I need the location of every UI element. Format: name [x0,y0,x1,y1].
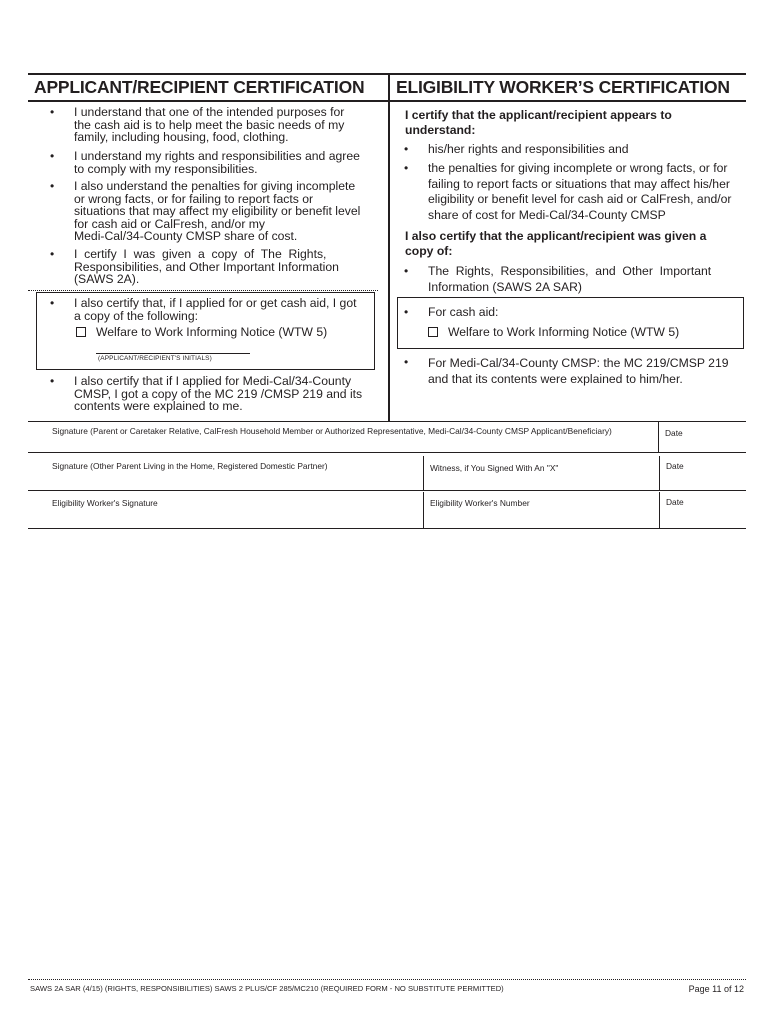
header-rule [28,100,746,102]
bullet: • [404,142,409,156]
worker-date-label: Date [666,497,684,507]
wtw5-checkbox-label: Welfare to Work Informing Notice (WTW 5) [96,325,328,339]
row3-divider-a [423,492,424,528]
initials-label: (APPLICANT/RECIPIENT'S INITIALS) [98,355,212,362]
applicant-item-rights: I understand my rights and responsibilities and agree to comply with my responsibilities. [74,149,360,176]
bullet: • [404,161,409,175]
page-number: Page 11 of 12 [688,984,744,994]
worker-item-penalties: the penalties for giving incomplete or wrong facts, or for failing to report facts or situations that may affect his/her eligibility or benefit level for cash aid or CalFresh, and/or share of cost for Medi-Cal/34-County CMSP [428,161,732,222]
worker-intro-2: I also certify that the applicant/recipient was given a copy of: [405,229,707,258]
top-rule [28,73,746,75]
applicant-item-saws2a: I certify I was given a copy of The Rights, Responsibilities, and Other Important Information (SAWS 2A). [74,247,339,287]
signature-other-date-label: Date [666,461,684,471]
row2-divider-a [423,456,424,490]
row3-divider-b [659,492,660,528]
worker-item-cash-aid: For cash aid: [428,305,499,319]
bullet: • [50,374,55,388]
worker-number-label: Eligibility Worker's Number [430,498,530,508]
bullet: • [50,296,55,310]
initials-line[interactable] [96,353,250,354]
signature-applicant-date-label: Date [665,428,683,438]
column-divider [388,75,390,421]
wtw5-checkbox[interactable] [76,327,86,337]
footer-rule [28,979,746,980]
worker-signature-label: Eligibility Worker's Signature [52,498,158,508]
row2-divider-b [659,456,660,490]
worker-wtw5-option[interactable] [428,326,679,339]
bullet: • [50,247,55,261]
worker-certification-heading: ELIGIBILITY WORKER’S CERTIFICATION [396,77,730,97]
form-identifier: SAWS 2A SAR (4/15) (RIGHTS, RESPONSIBILITIES) SAWS 2 PLUS/CF 285/MC210 (REQUIRED FORM - NO SUBSTITUTE PERMITTED) [30,984,504,993]
bullet: • [50,179,55,193]
bullet: • [50,149,55,163]
applicant-item-mc219: I also certify that if I applied for Medi-Cal/34-County CMSP, I got a copy of the MC 219 /CMSP 219 and its contents were explained to me. [74,374,363,414]
row1-rule[interactable] [28,452,746,453]
bullet: • [50,105,55,119]
signature-other-parent-label: Signature (Other Parent Living in the Home, Registered Domestic Partner) [52,461,328,471]
bullet: • [404,264,409,278]
worker-intro: I certify that the applicant/recipient appears to understand: [405,108,672,137]
worker-item-rights: his/her rights and responsibilities and [428,142,629,156]
worker-wtw5-checkbox[interactable] [428,327,438,337]
worker-item-mc219: For Medi-Cal/34-County CMSP: the MC 219/CMSP 219 and that its contents were explained to him/her. [428,356,729,386]
applicant-wtw5-option[interactable] [76,326,327,339]
signature-top-rule [28,421,746,422]
applicant-certification-heading: APPLICANT/RECIPIENT CERTIFICATION [34,77,365,97]
applicant-item-cash-aid: I also certify that, if I applied for or get cash aid, I got a copy of the following: [74,296,357,323]
applicant-item-purpose: I understand that one of the intended purposes for the cash aid is to help meet the basic needs of my family, including housing, food, clothing. [74,105,345,145]
bullet: • [404,305,409,319]
row3-rule[interactable] [28,528,746,529]
dotted-separator [28,290,378,291]
row2-rule[interactable] [28,490,746,491]
bullet: • [404,355,409,369]
signature-applicant-label: Signature (Parent or Caretaker Relative, CalFresh Household Member or Authorized Representative, Medi-Cal/34-County CMSP Applicant/Beneficiary) [52,426,612,436]
worker-wtw5-checkbox-label: Welfare to Work Informing Notice (WTW 5) [448,325,680,339]
worker-item-saws2a: The Rights, Responsibilities, and Other Important Information (SAWS 2A SAR) [428,264,712,294]
witness-label: Witness, if You Signed With An "X" [430,463,559,473]
applicant-item-penalties: I also understand the penalties for giving incomplete or wrong facts, or for failing to report facts or situations that may affect my eligibility or benefit level for cash aid or CalFresh, and/or my Medi-Cal/34-County CMSP share of cost. [74,179,361,244]
row1-divider [658,422,659,452]
